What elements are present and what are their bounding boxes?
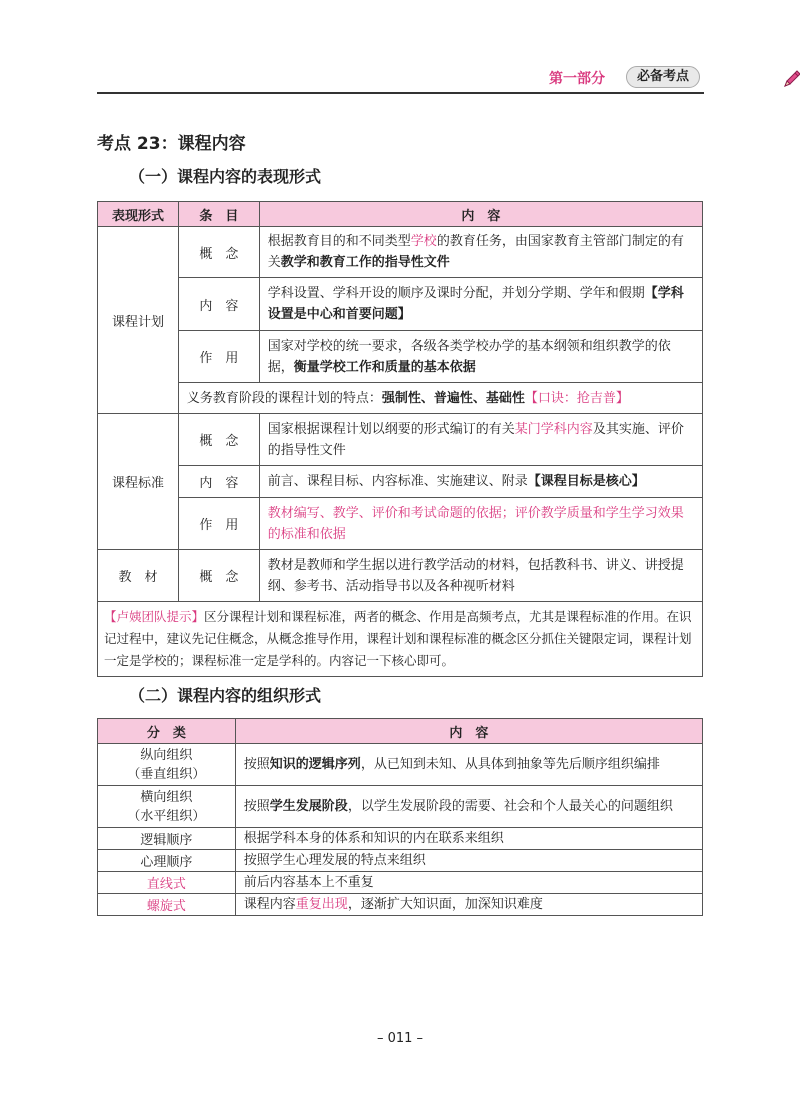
row-item: 内 容 xyxy=(178,466,259,498)
header-cell: 内 容 xyxy=(259,202,702,227)
row-content: 根据学科本身的体系和知识的内在联系来组织 xyxy=(235,828,702,850)
row-item: 概 念 xyxy=(178,414,259,466)
tip-text: 区分课程计划和课程标准，两者的概念、作用是高频考点，尤其是课程标准的作用。在识记过程中，建议先记住概念，从概念推导作用，课程计划和课程标准的概念区分抓住关键限定词，课程计划一定是学校的；课程标准一定是学科的。内容记一下核心即可。 xyxy=(104,609,692,668)
header-divider xyxy=(97,92,704,94)
row-item: 内 容 xyxy=(178,278,259,331)
table-row xyxy=(98,227,703,278)
category-cell: 直线式 xyxy=(98,872,236,894)
row-content: 按照知识的逻辑序列，从已知到未知、从具体到抽象等先后顺序组织编排 xyxy=(235,744,702,786)
badge-label: 必备考点 xyxy=(626,66,700,88)
table-row xyxy=(98,850,703,872)
plan-feature: 义务教育阶段的课程计划的特点：强制性、普遍性、基础性【口诀：抢吉普】 xyxy=(178,383,702,414)
part-label: 第一部分 xyxy=(549,71,605,87)
row-content: 教材是教师和学生据以进行教学活动的材料，包括教科书、讲义、讲授提纲、参考书、活动指导书以及各种视听材料 xyxy=(259,550,702,602)
page-header xyxy=(97,66,704,90)
row-content: 国家对学校的统一要求，各级各类学校办学的基本纲领和组织教学的依据，衡量学校工作和质量的基本依据 xyxy=(259,331,702,383)
table-row xyxy=(98,744,703,786)
content-forms-table xyxy=(97,201,703,677)
pencil-icon xyxy=(781,68,800,90)
section2-title: （二）课程内容的组织形式 xyxy=(129,686,322,705)
table-row xyxy=(98,383,703,414)
table-row xyxy=(98,786,703,828)
table-row xyxy=(98,498,703,550)
header-cell: 内 容 xyxy=(235,719,702,744)
tip-row xyxy=(98,602,703,677)
category-cell: 横向组织 （水平组织） xyxy=(98,786,236,828)
category-cell: 纵向组织 （垂直组织） xyxy=(98,744,236,786)
row-content: 前言、课程目标、内容标准、实施建议、附录【课程目标是核心】 xyxy=(259,466,702,498)
table-row xyxy=(98,414,703,466)
tip-note xyxy=(98,602,703,677)
textbook-label: 教 材 xyxy=(98,550,179,602)
row-item: 作 用 xyxy=(178,331,259,383)
page-number: – 011 – xyxy=(376,1031,424,1046)
row-content: 按照学生发展阶段，以学生发展阶段的需要、社会和个人最关心的问题组织 xyxy=(235,786,702,828)
row-content: 前后内容基本上不重复 xyxy=(235,872,702,894)
table-row xyxy=(98,331,703,383)
table-row xyxy=(98,894,703,916)
row-item: 概 念 xyxy=(178,550,259,602)
row-content: 国家根据课程计划以纲要的形式编订的有关某门学科内容及其实施、评价的指导性文件 xyxy=(259,414,702,466)
row-content: 课程内容重复出现，逐渐扩大知识面，加深知识难度 xyxy=(235,894,702,916)
row-item: 概 念 xyxy=(178,227,259,278)
table-header-row xyxy=(98,719,703,744)
row-content: 根据教育目的和不同类型学校的教育任务，由国家教育主管部门制定的有关教学和教育工作的指导性文件 xyxy=(259,227,702,278)
table-header-row xyxy=(98,202,703,227)
table-row xyxy=(98,278,703,331)
tip-label: 【卢姨团队提示】 xyxy=(104,609,205,624)
page-title: 考点 23：课程内容 xyxy=(97,134,246,154)
table-row xyxy=(98,550,703,602)
header-badge xyxy=(626,66,770,88)
section1-title: （一）课程内容的表现形式 xyxy=(129,167,322,186)
header-cell: 分 类 xyxy=(98,719,236,744)
standard-label: 课程标准 xyxy=(98,414,179,550)
row-content: 学科设置、学科开设的顺序及课时分配，并划分学期、学年和假期【学科设置是中心和首要问题】 xyxy=(259,278,702,331)
header-cell: 表现形式 xyxy=(98,202,179,227)
plan-label: 课程计划 xyxy=(98,227,179,414)
content-organization-table xyxy=(97,718,703,916)
row-content: 按照学生心理发展的特点来组织 xyxy=(235,850,702,872)
category-cell: 逻辑顺序 xyxy=(98,828,236,850)
table-row xyxy=(98,466,703,498)
table-row xyxy=(98,828,703,850)
row-item: 作 用 xyxy=(178,498,259,550)
category-cell: 心理顺序 xyxy=(98,850,236,872)
category-cell: 螺旋式 xyxy=(98,894,236,916)
header-cell: 条 目 xyxy=(178,202,259,227)
table-row xyxy=(98,872,703,894)
row-content: 教材编写、教学、评价和考试命题的依据；评价教学质量和学生学习效果的标准和依据 xyxy=(259,498,702,550)
